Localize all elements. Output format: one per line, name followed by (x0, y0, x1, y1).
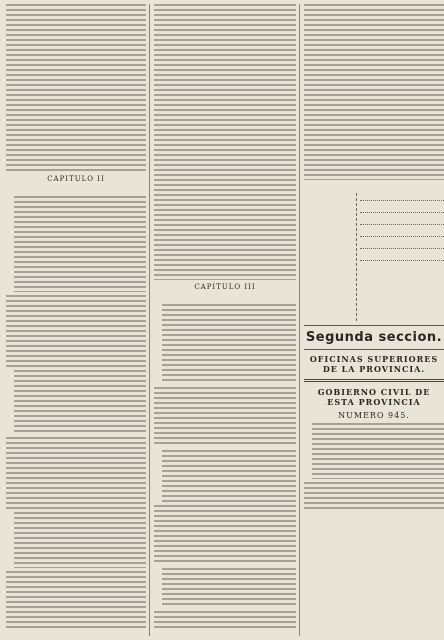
column-3 (304, 4, 444, 636)
form-field-label (304, 193, 356, 199)
paragraph-block (312, 423, 444, 479)
paragraph-block (154, 505, 296, 565)
form-title (304, 183, 444, 190)
chapter-subtitle (6, 186, 146, 193)
form-blank-line (360, 193, 444, 201)
paragraph-block (6, 437, 146, 509)
form-blank-line (360, 217, 444, 225)
notice-number: NUMERO 945. (338, 411, 410, 420)
paragraph-block (154, 611, 296, 631)
chapter-subtitle (154, 294, 296, 301)
form-blank-line (360, 205, 444, 213)
form-blank-line (360, 253, 444, 261)
paragraph-block (162, 450, 296, 502)
form-field-label (304, 203, 356, 209)
section-heading: Segunda seccion. (305, 330, 443, 345)
form-blank-line (360, 229, 444, 237)
form-signature-caption (360, 277, 444, 285)
paragraph-block (304, 4, 444, 180)
paragraph-block (6, 4, 146, 172)
paragraph-block (14, 370, 146, 434)
chapter-heading: CAPITULO III (194, 283, 256, 291)
section-subheading: GOBIERNO CIVIL DE ESTA PROVINCIA (317, 387, 431, 407)
paragraph-block (304, 482, 444, 512)
section-divider (304, 379, 444, 382)
form-margin-column (304, 193, 357, 321)
paragraph-block (162, 304, 296, 384)
form-body (360, 193, 444, 321)
form-blank-line (360, 241, 444, 249)
paragraph-block (162, 568, 296, 608)
form-template (304, 193, 444, 321)
section-divider (304, 325, 444, 326)
section-subheading: OFICINAS SUPERIORES DE LA PROVINCIA. (309, 354, 439, 374)
paragraph-block (6, 571, 146, 631)
column-2 (154, 4, 300, 636)
form-field-label (304, 213, 356, 219)
paragraph-block (6, 295, 146, 367)
form-signature-caption (360, 265, 444, 273)
column-1 (6, 4, 150, 636)
section-divider (304, 349, 444, 350)
paragraph-block (154, 4, 296, 280)
paragraph-block (14, 196, 146, 292)
chapter-heading: CAPITULO II (47, 175, 105, 183)
paragraph-block (154, 387, 296, 447)
paragraph-block (14, 512, 146, 568)
page-columns (6, 4, 443, 636)
